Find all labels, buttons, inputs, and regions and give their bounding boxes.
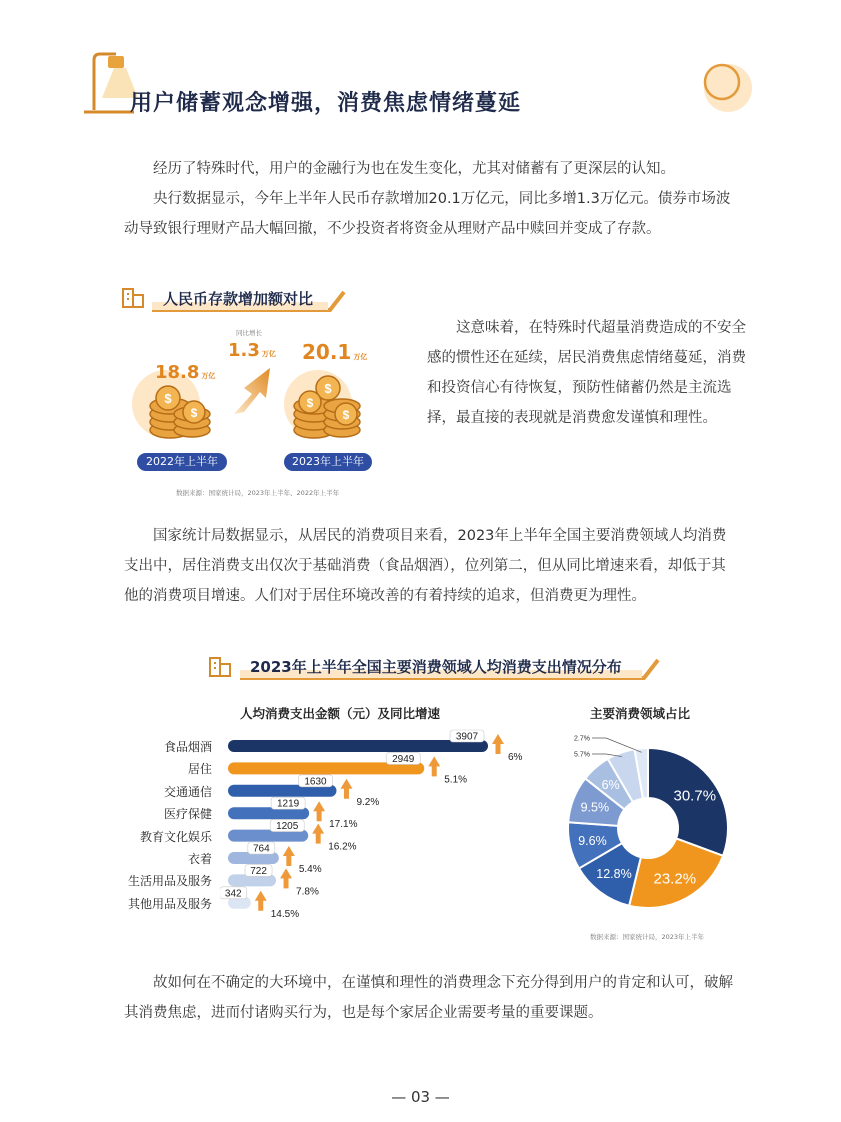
- bottom-text: [124, 968, 734, 1028]
- badge-2022: 2022年上半年: [137, 453, 227, 471]
- growth-label-2: 9.2%: [356, 796, 380, 808]
- intro-paragraph-1: 经历了特殊时代，用户的金融行为也在发生变化，尤其对储蓄有了更深层的认知。: [153, 161, 675, 177]
- bar-value-label-6: 722: [250, 865, 267, 877]
- growth-label-7: 14.5%: [270, 908, 300, 920]
- svg-text:$: $: [190, 406, 198, 420]
- pie-label-4: 9.5%: [580, 800, 610, 815]
- growth-label-0: 6%: [508, 752, 523, 763]
- growth-arrow-icon: [230, 364, 274, 416]
- badge-2023: 2023年上半年: [284, 453, 372, 471]
- pie-chart-title: 主要消费领域占比: [590, 706, 691, 721]
- growth-caption: 同比增长: [236, 329, 262, 337]
- bar-category-2: 交通通信: [163, 784, 212, 799]
- growth-arrow-0: [492, 734, 504, 754]
- growth-arrow-2: [340, 779, 352, 799]
- deposit-growth-value: 1.3 万亿: [228, 340, 276, 361]
- deposit-source: 数据来源：国家统计局，2023年上半年、2022年上半年: [176, 489, 340, 497]
- bar-0: [228, 740, 488, 752]
- building-icon: [208, 654, 234, 678]
- pie-label-3: 9.6%: [578, 834, 607, 849]
- deposit-section-title: 人民币存款增加额对比: [163, 290, 314, 308]
- intro-paragraph-2: 央行数据显示，今年上半年人民币存款增加20.1万亿元，同比多增1.3万亿元。债券市场波动导致银行理财产品大幅回撤，不少投资者将资金从理财产品中赎回并变成了存款。: [124, 191, 731, 237]
- svg-text:$: $: [306, 396, 314, 410]
- svg-text:$: $: [164, 391, 172, 406]
- bar-category-4: 教育文化娱乐: [139, 829, 212, 844]
- bar-category-5: 衣着: [187, 852, 212, 866]
- spending-section-title: 2023年上半年全国主要消费领域人均消费支出情况分布: [250, 658, 622, 676]
- bottom-paragraph: 故如何在不确定的大环境中，在谨慎和理性的消费理念下充分得到用户的肯定和认可，破解其消费焦虑，进而付诸购买行为，也是每个家居企业需要考量的重要课题。: [124, 975, 733, 1021]
- pie-label-0: 30.7%: [673, 787, 717, 805]
- deposit-2022-value: 18.8 万亿: [155, 362, 216, 383]
- svg-text:$: $: [342, 408, 350, 422]
- bar-category-7: 其他用品及服务: [127, 896, 212, 911]
- pie-label-5: 6%: [601, 778, 620, 793]
- svg-text:$: $: [324, 381, 332, 396]
- intro-text: [124, 154, 734, 244]
- middle-text: [124, 521, 734, 611]
- middle-paragraph: 国家统计局数据显示，从居民的消费项目来看，2023年上半年全国主要消费领域人均消费支出中，居住消费支出仅次于基础消费（食品烟酒），位列第二，但从同比增速来看，却低于其他的消费项目增速。人们对于居住环境改善的有着持续的追求，但消费更为理性。: [124, 528, 727, 604]
- building-icon: [121, 285, 147, 309]
- bar-value-label-4: 1205: [276, 821, 299, 833]
- growth-label-4: 16.2%: [328, 841, 357, 853]
- growth-label-1: 5.1%: [444, 774, 468, 786]
- pie-chart: [560, 720, 740, 920]
- bar-category-6: 生活用品及服务: [127, 874, 212, 889]
- bar-value-label-2: 1630: [304, 776, 327, 788]
- bar-value-label-0: 3907: [455, 731, 479, 743]
- growth-arrow-6: [280, 868, 292, 888]
- bar-value-label-7: 342: [224, 888, 242, 900]
- bar-category-3: 医疗保健: [163, 807, 212, 822]
- bar-category-1: 居住: [187, 762, 212, 777]
- growth-arrow-5: [283, 846, 295, 866]
- bar-value-label-5: 764: [252, 843, 270, 855]
- growth-arrow-7: [255, 891, 267, 911]
- side-text: [427, 313, 747, 433]
- page-title: 用户储蓄观念增强，消费焦虑情绪蔓延: [130, 91, 522, 116]
- coin-stack-right-icon: [280, 366, 372, 446]
- deposit-2023-value: 20.1 万亿: [302, 340, 368, 364]
- growth-label-6: 7.8%: [296, 886, 319, 898]
- side-paragraph: 这意味着，在特殊时代超量消费造成的不安全感的惯性还在延续，居民消费焦虑情绪蔓延，消费和投资信心有待恢复，预防性储蓄仍然是主流选择，最直接的表现就是消费愈发谨慎和理性。: [427, 320, 746, 426]
- bar-value-label-3: 1219: [276, 798, 300, 810]
- growth-arrow-1: [428, 756, 440, 776]
- bar-value-label-1: 2949: [392, 753, 415, 765]
- growth-label-3: 17.1%: [329, 819, 358, 831]
- page-number: — 03 —: [391, 1088, 450, 1106]
- growth-label-5: 5.4%: [298, 864, 322, 875]
- pie-label-6: 5.7%: [574, 751, 590, 759]
- bar-chart-title: 人均消费支出金额（元）及同比增速: [240, 706, 441, 721]
- bar-category-0: 食品烟酒: [163, 740, 212, 754]
- decorative-circle-icon: [698, 58, 754, 114]
- pie-label-1: 23.2%: [653, 870, 697, 888]
- growth-arrow-4: [312, 824, 324, 844]
- pie-label-2: 12.8%: [596, 866, 632, 881]
- growth-arrow-3: [313, 801, 325, 821]
- pie-label-7: 2.7%: [574, 735, 590, 743]
- spending-source: 数据来源：国家统计局，2023年上半年: [590, 933, 705, 941]
- bar-chart: [220, 722, 560, 922]
